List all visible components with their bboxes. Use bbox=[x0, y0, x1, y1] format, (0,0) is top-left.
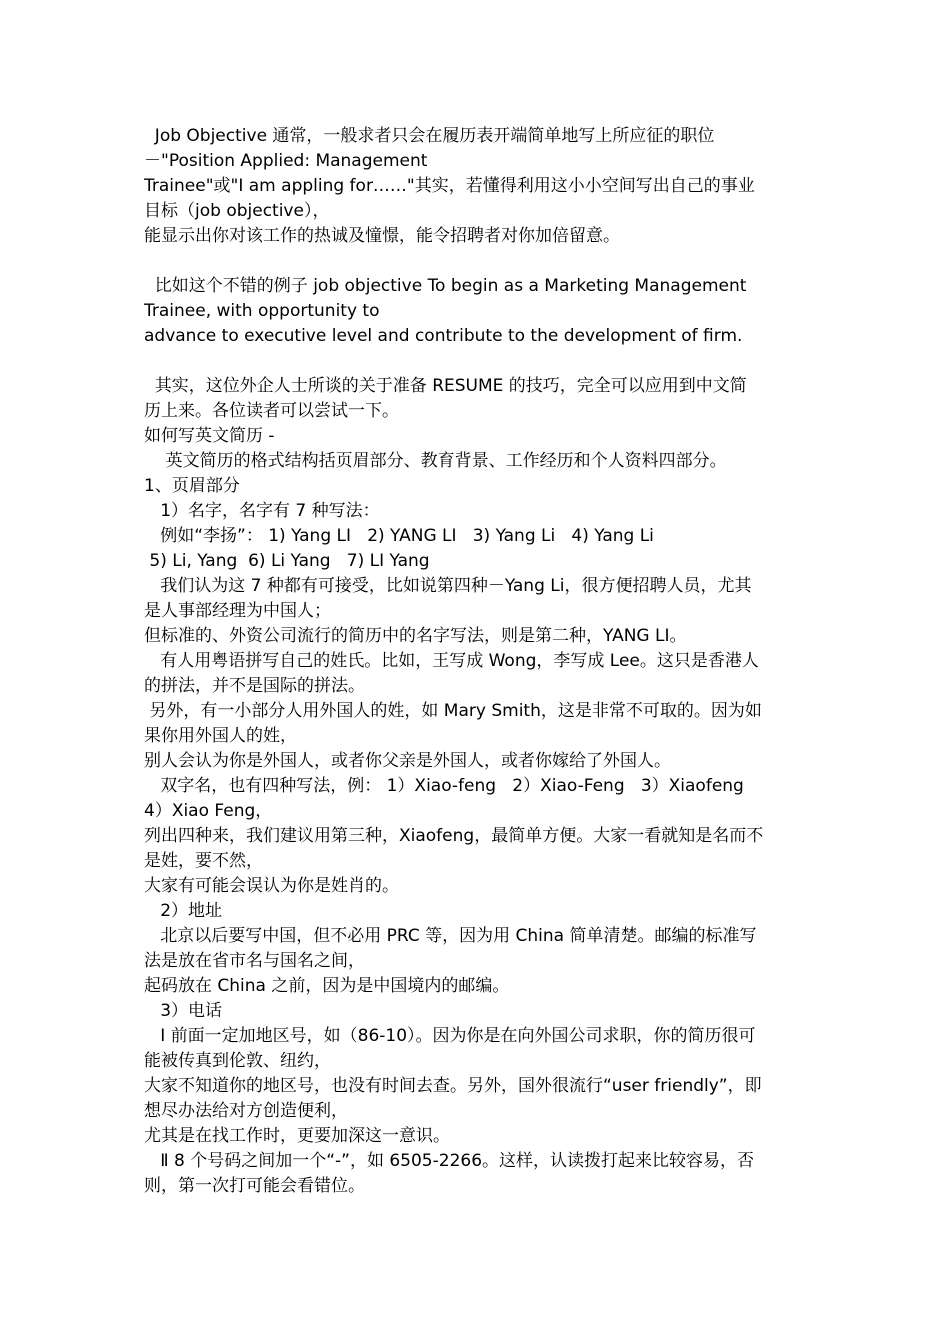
text-line: 有人用粤语拼写自己的姓氏。比如，王写成 Wong，李写成 Lee。这只是香港人 bbox=[144, 651, 759, 671]
text-line: Ⅱ 8 个号码之间加一个“-”，如 6505-2266。这样，认读拨打起来比较容易，否 bbox=[144, 1151, 755, 1171]
text-line: 双字名，也有四种写法，例： 1）Xiao-feng 2）Xiao-Feng 3）Xiaofeng bbox=[144, 776, 744, 796]
text-line: 5) Li, Yang 6) Li Yang 7) LI Yang bbox=[144, 551, 430, 571]
blank-line bbox=[144, 349, 810, 374]
text-line: 是人事部经理为中国人； bbox=[144, 601, 331, 621]
text-line: 是姓，要不然， bbox=[144, 851, 263, 871]
text-line: 1）名字，名字有 7 种写法： bbox=[144, 501, 380, 521]
text-line: 的拼法，并不是国际的拼法。 bbox=[144, 676, 365, 696]
text-line: 其实，这位外企人士所谈的关于准备 RESUME 的技巧，完全可以应用到中文简 bbox=[144, 376, 747, 396]
text-line: 3）电话 bbox=[144, 1001, 223, 1021]
text-line: 大家有可能会误认为你是姓肖的。 bbox=[144, 876, 399, 896]
text-line: 目标（job objective）， bbox=[144, 201, 330, 221]
text-line: 想尽办法给对方创造便利， bbox=[144, 1101, 348, 1121]
text-line: 大家不知道你的地区号，也没有时间去查。另外，国外很流行“user friendly”，即 bbox=[144, 1076, 762, 1096]
text-line: 列出四种来，我们建议用第三种，Xiaofeng，最简单方便。大家一看就知是名而不 bbox=[144, 826, 764, 846]
text-line: 法是放在省市名与国名之间， bbox=[144, 951, 365, 971]
text-line: advance to executive level and contribute to the development of firm. bbox=[144, 326, 743, 346]
text-line: 但标准的、外资公司流行的简历中的名字写法，则是第二种，YANG LI。 bbox=[144, 626, 687, 646]
text-line: Job Objective 通常，一般求者只会在履历表开端简单地写上所应征的职位 bbox=[144, 126, 715, 146]
text-line: 历上来。各位读者可以尝试一下。 bbox=[144, 401, 399, 421]
text-line: 果你用外国人的姓， bbox=[144, 726, 297, 746]
blank-line bbox=[144, 249, 810, 274]
text-line: 1、页眉部分 bbox=[144, 476, 240, 496]
text-line: 北京以后要写中国，但不必用 PRC 等，因为用 China 简单清楚。邮编的标准写 bbox=[144, 926, 757, 946]
text-line: 如何写英文简历 - bbox=[144, 426, 275, 446]
text-line: 起码放在 China 之前，因为是中国境内的邮编。 bbox=[144, 976, 510, 996]
text-line: －"Position Applied: Management bbox=[144, 151, 428, 171]
text-line: Trainee, with opportunity to bbox=[144, 301, 380, 321]
text-line: 能显示出你对该工作的热诚及憧憬，能令招聘者对你加倍留意。 bbox=[144, 226, 620, 246]
text-line: Ⅰ 前面一定加地区号，如（86-10）。因为你是在向外国公司求职，你的简历很可 bbox=[144, 1026, 756, 1046]
document-body bbox=[144, 124, 810, 1199]
text-line: 另外，有一小部分人用外国人的姓，如 Mary Smith，这是非常不可取的。因为如 bbox=[144, 701, 762, 721]
text-line: 2）地址 bbox=[144, 901, 223, 921]
text-line: 别人会认为你是外国人，或者你父亲是外国人，或者你嫁给了外国人。 bbox=[144, 751, 671, 771]
text-line: Trainee"或"I am appling for……"其实，若懂得利用这小小空间写出自己的事业 bbox=[144, 176, 755, 196]
text-line: 我们认为这 7 种都有可接受，比如说第四种－Yang Li，很方便招聘人员，尤其 bbox=[144, 576, 752, 596]
text-line: 能被传真到伦敦、纽约， bbox=[144, 1051, 331, 1071]
text-line: 尤其是在找工作时，更要加深这一意识。 bbox=[144, 1126, 450, 1146]
text-line: 4）Xiao Feng， bbox=[144, 801, 273, 821]
text-line: 则，第一次打可能会看错位。 bbox=[144, 1176, 365, 1196]
text-line: 例如“李扬”： 1) Yang LI 2) YANG LI 3) Yang Li 4) Yang Li bbox=[144, 526, 654, 546]
text-line: 比如这个不错的例子 job objective To begin as a Marketing Management bbox=[144, 276, 747, 296]
text-line: 英文简历的格式结构括页眉部分、教育背景、工作经历和个人资料四部分。 bbox=[144, 451, 727, 471]
